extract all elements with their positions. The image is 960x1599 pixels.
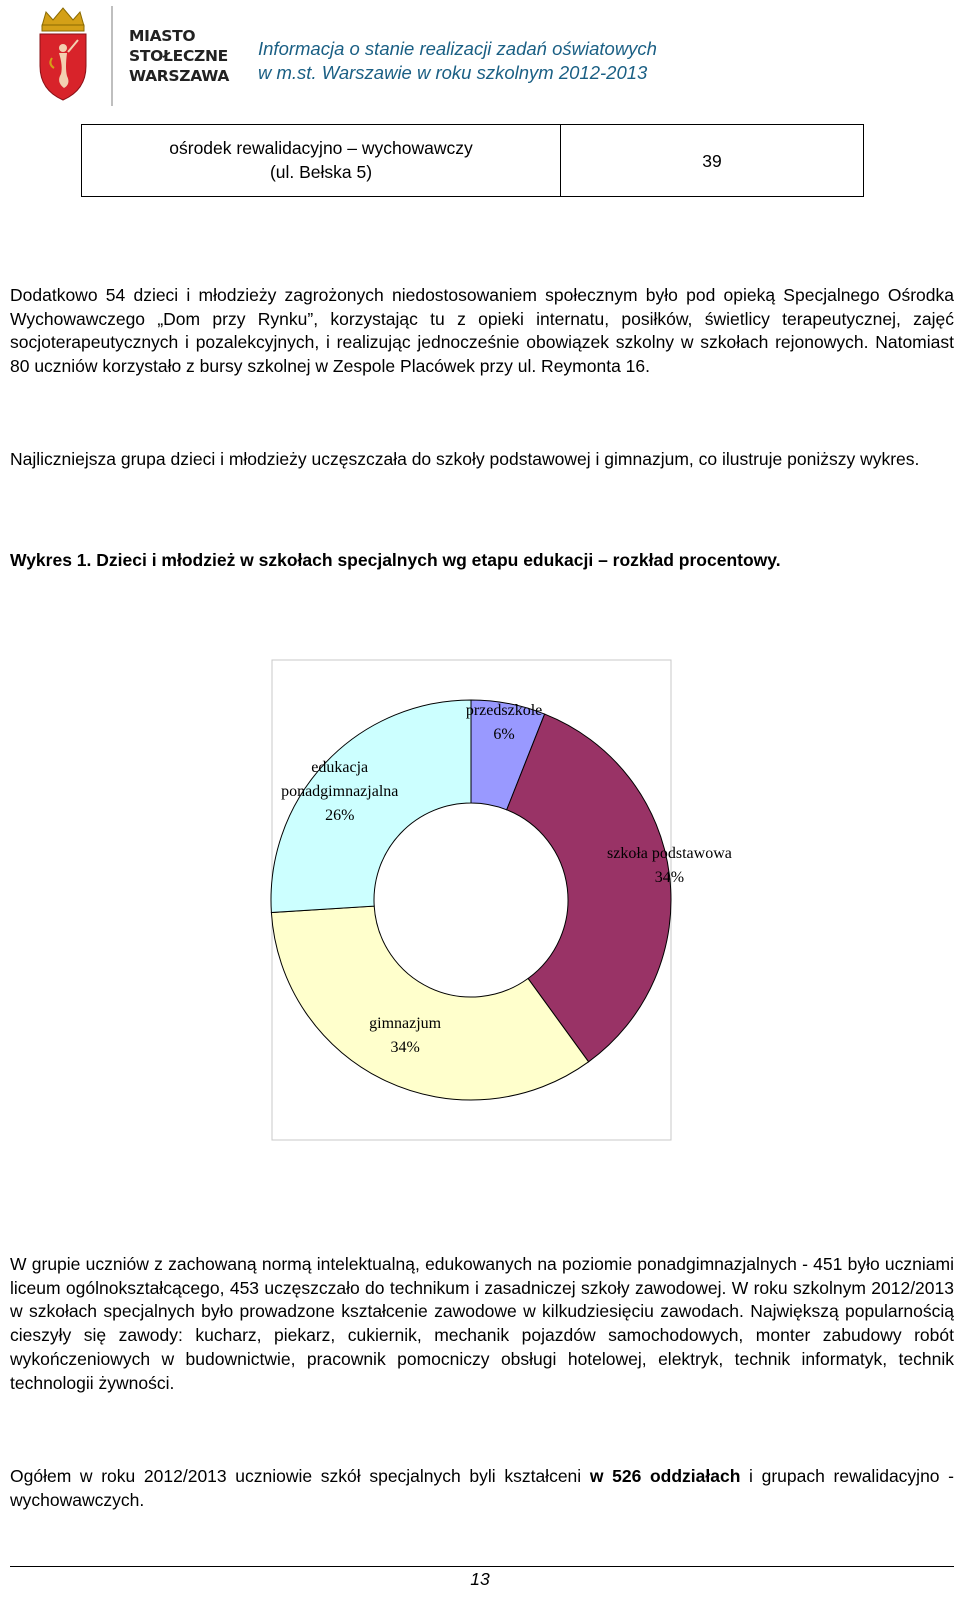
facility-name-line-2: (ul. Bełska 5) [269,162,373,182]
paragraph-summary [10,1465,954,1512]
summary-text-bold: w 526 oddziałach [589,1466,741,1486]
logo-wordmark [129,26,229,86]
paragraph-care-info: Dodatkowo 54 dzieci i młodzieży zagrożonych niedostosowaniem społecznym było pod opieką Specjalnego Ośrodka Wychowawczego „Dom przy Rynku”, korzystając tu z opieki internatu, posiłków, świetlicy terapeutycznej, zajęć socjoterapeutycznych i pozalekcyjnych, i realizując jednocześnie obowiązek szkolny w szkołach rejonowych. Natomiast 80 uczniów korzystało z bursy szkolnej w Zespole Placówek przy ul. Reymonta 16. [10,285,954,377]
report-title-line-1: Informacja o stanie realizacji zadań oświatowych [258,38,657,59]
logo-line-2: STOŁECZNE [129,47,228,65]
chart-slice-pct-label-3: 26% [325,806,355,824]
warsaw-crest-icon [34,6,92,102]
facility-name-line-1: ośrodek rewalidacyjno – wychowawczy [169,138,473,158]
chart-slice-pct-label-0: 6% [493,725,515,743]
paragraph-chart-intro: Najliczniejsza grupa dzieci i młodzieży uczęszczała do szkoły podstawowej i gimnazjum, co ilustruje poniższy wykres. [10,449,920,469]
donut-chart [0,650,960,1150]
chart-slice-label-1: szkoła podstawowa [606,844,732,862]
chart-slice-pct-label-1: 34% [654,868,685,886]
donut-chart-svg [0,650,960,1150]
chart-slice-3 [271,700,471,913]
chart-slice-label-0: przedszkole [465,701,543,719]
city-logo [22,6,242,106]
logo-line-3: WARSZAWA [129,67,230,85]
report-title-line-2: w m.st. Warszawie w roku szkolnym 2012-2013 [258,62,648,83]
chart-slice-pct-label-2: 34% [390,1038,420,1056]
chart-slice-label-2: gimnazjum [369,1014,442,1032]
summary-text-start: Ogółem w roku 2012/2013 uczniowie szkół specjalnych byli kształceni [10,1466,590,1486]
facility-count-cell: 39 [702,151,722,171]
report-title [258,37,718,85]
footer-rule [10,1566,954,1567]
facility-name-cell [82,125,561,196]
figure-caption: Wykres 1. Dzieci i młodzież w szkołach specjalnych wg etapu edukacji – rozkład procentowy. [10,550,781,570]
logo-divider [111,6,113,106]
chart-slice-2 [271,906,588,1100]
paragraph-vocational: W grupie uczniów z zachowaną normą intelektualną, edukowanych na poziomie ponadgimnazjalnych - 451 było uczniami liceum ogólnokształcącego, 453 uczęszczało do technikum i zasadniczej szkoły zawodowej. W roku szkolnym 2012/2013 w szkołach specjalnych było prowadzone kształcenie zawodowe w kilkudziesięciu zawodach. Największą popularnością cieszyły się zawody: kucharz, piekarz, cukiernik, mechanik pojazdów samochodowych, monter zabudowy robót wykończeniowych w budownictwie, pracownik pomocniczy obsługi hotelowej, elektryk, technik informatyk, technik technologii żywności. [10,1254,954,1393]
summary-text-end: i grupach rewalidacyjno - wychowawczych. [10,1466,955,1510]
chart-slice-label-3: edukacja [311,758,369,776]
logo-line-1: MIASTO [129,27,196,45]
facility-table-row [81,124,864,197]
chart-slice-label-3: ponadgimnazjalna [281,782,399,800]
page-number: 13 [470,1569,490,1589]
